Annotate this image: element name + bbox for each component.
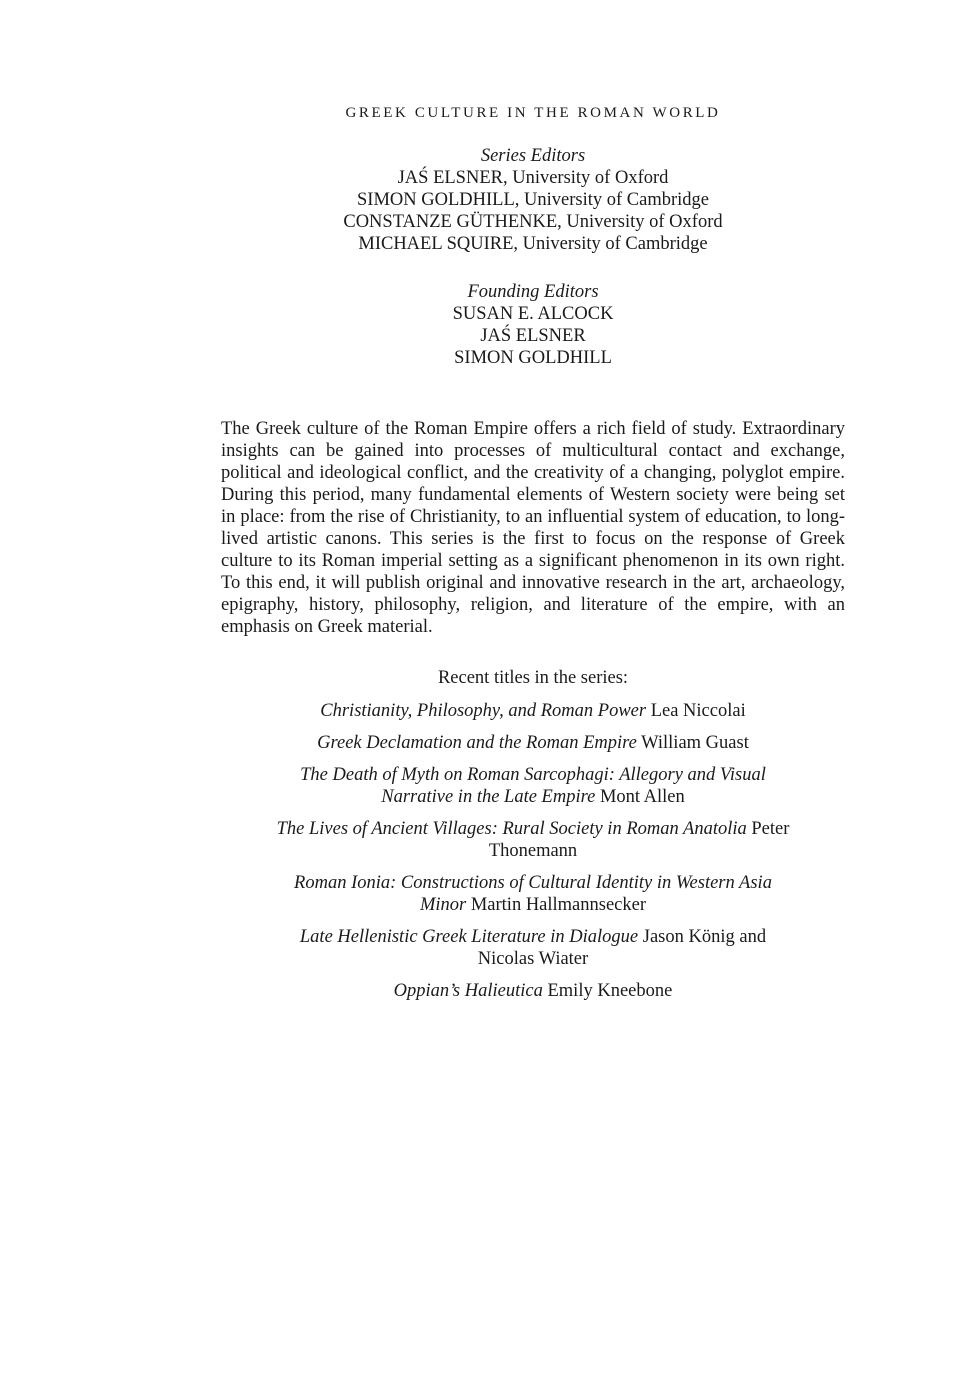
- series-editor-name: JAŚ ELSNER, University of Oxford: [397, 168, 669, 188]
- founding-editor-name: JAŚ ELSNER: [480, 326, 586, 346]
- list-item: [270, 764, 796, 808]
- book-author: Mont Allen: [599, 787, 685, 807]
- founding-editor-name: SUSAN E. ALCOCK: [452, 304, 614, 324]
- series-editor-name: MICHAEL SQUIRE, University of Cambridge: [358, 234, 708, 254]
- series-editors: [221, 145, 845, 255]
- book-title: Late Hellenistic Greek Literature in Dialogue: [299, 927, 639, 947]
- book-author: Emily Kneebone: [547, 981, 673, 1001]
- book-author: Martin Hallmannsecker: [470, 895, 647, 915]
- recent-titles-list: [270, 700, 796, 1012]
- series-editors-heading: Series Editors: [480, 146, 586, 166]
- series-description: The Greek culture of the Roman Empire offers a rich field of study. Extraordinary insights can be gained into processes of multicultural contact and exchange, political and ideological conflict, and the creativity of a changing, polyglot empire. During this period, many fundamental elements of Western society were being set in place: from the rise of Christianity, to an influential system of education, to long-lived artistic canons. This series is the first to focus on the response of Greek culture to its Roman imperial setting as a significant phenomenon in its own right. To this end, it will publish original and innovative research in the art, archaeology, epigraphy, history, philosophy, religion, and literature of the empire, with an emphasis on Greek material.: [221, 419, 845, 637]
- list-item: [270, 818, 796, 862]
- book-title: Roman Ionia: Constructions of Cultural Identity in Western Asia Minor: [294, 873, 772, 915]
- list-item: [270, 980, 796, 1002]
- list-item: [270, 732, 796, 754]
- founding-editors: [221, 281, 845, 369]
- series-editor-name: SIMON GOLDHILL, University of Cambridge: [357, 190, 709, 210]
- founding-editors-heading: Founding Editors: [467, 282, 599, 302]
- book-title: Oppian’s Halieutica: [393, 981, 543, 1001]
- founding-editor-name: SIMON GOLDHILL: [454, 348, 612, 368]
- book-author: Jason König and Nicolas Wiater: [477, 927, 767, 969]
- book-author: Lea Niccolai: [650, 701, 746, 721]
- series-editor-name: CONSTANZE GÜTHENKE, University of Oxford: [343, 212, 723, 232]
- recent-titles-heading: Recent titles in the series:: [437, 668, 629, 688]
- list-item: [270, 872, 796, 916]
- book-title: Christianity, Philosophy, and Roman Power: [320, 701, 647, 721]
- series-title: GREEK CULTURE IN THE ROMAN WORLD: [345, 105, 721, 121]
- book-author: William Guast: [641, 733, 749, 753]
- list-item: [270, 700, 796, 722]
- book-title: The Lives of Ancient Villages: Rural Society in Roman Anatolia: [276, 819, 747, 839]
- list-item: [270, 926, 796, 970]
- book-title: The Death of Myth on Roman Sarcophagi: Allegory and Visual Narrative in the Late Empire: [300, 765, 766, 807]
- book-title: Greek Declamation and the Roman Empire: [317, 733, 637, 753]
- book-author: Peter Thonemann: [488, 819, 790, 861]
